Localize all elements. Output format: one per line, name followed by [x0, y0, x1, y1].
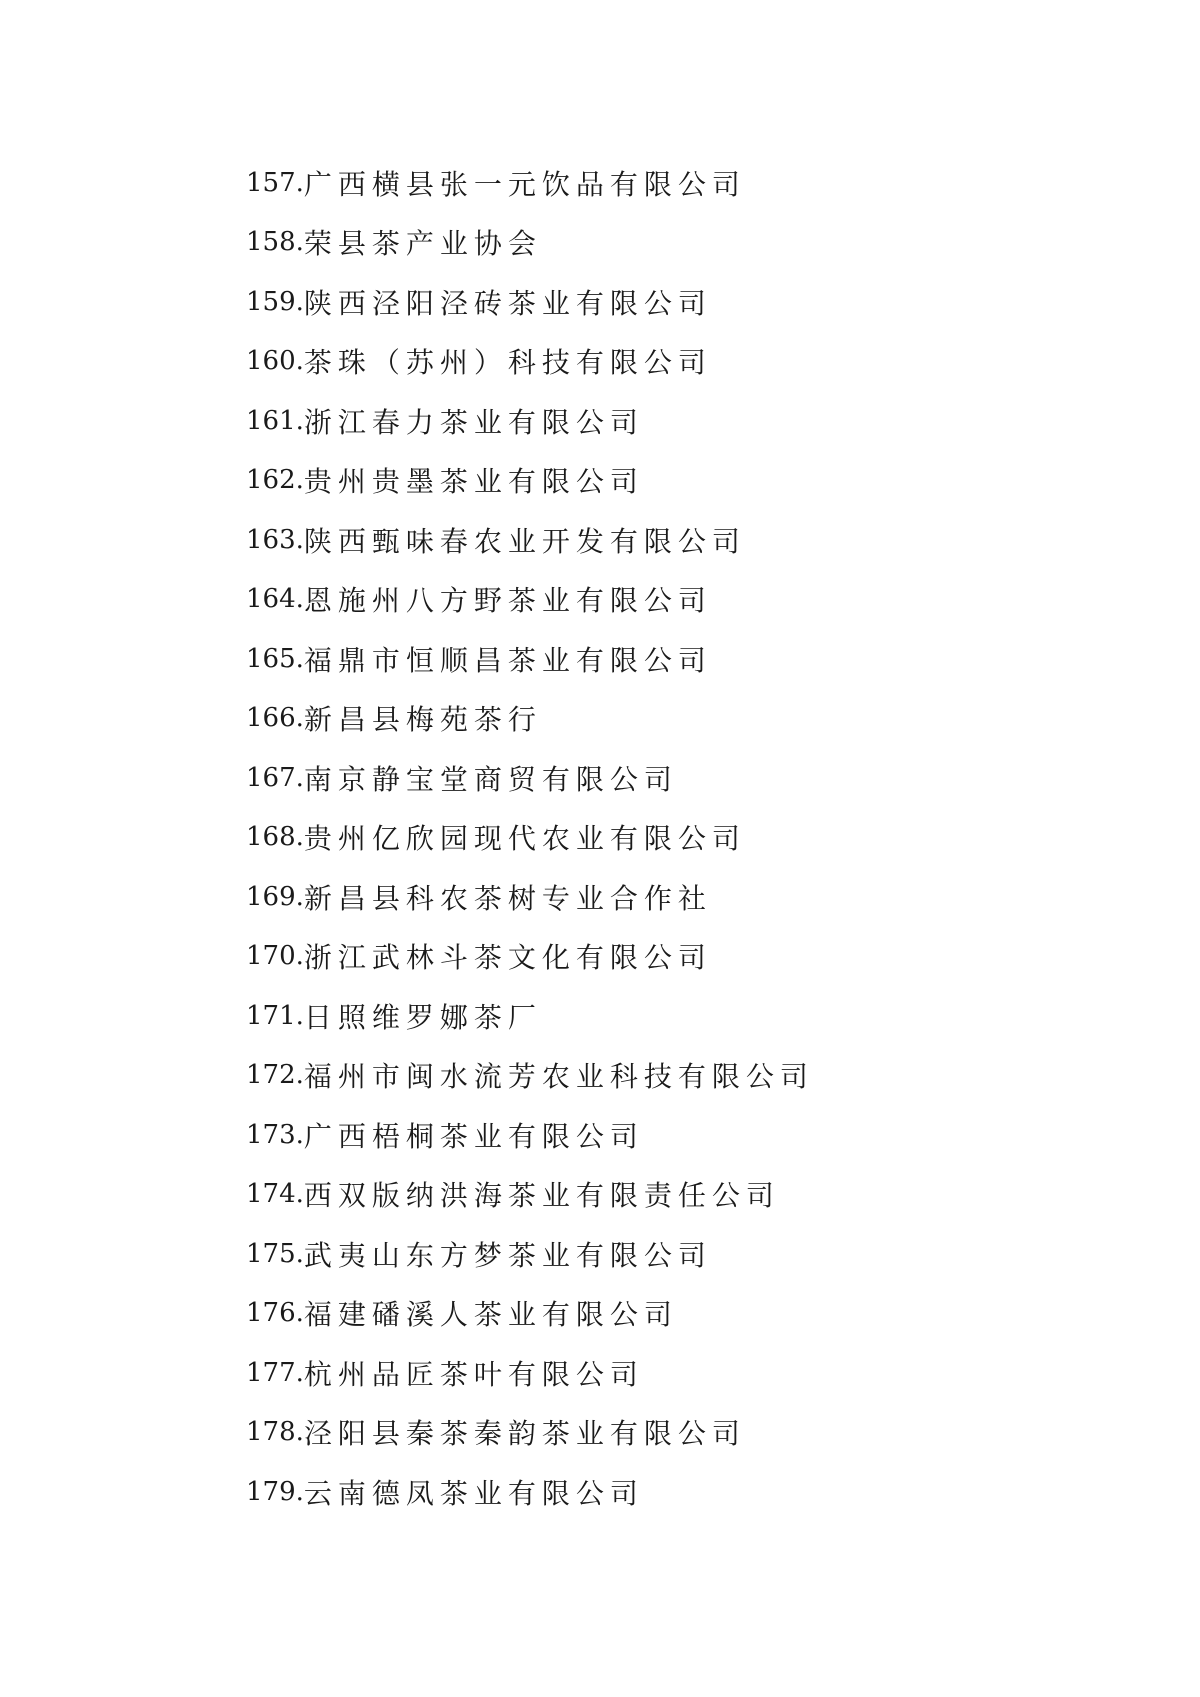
entry-name: 荣县茶产业协会: [303, 227, 542, 261]
list-item: [246, 1105, 814, 1165]
entry-name: 武夷山东方梦茶业有限公司: [303, 1238, 712, 1272]
list-item: [246, 332, 814, 392]
entry-number: 174.: [246, 1179, 304, 1210]
list-item: [246, 272, 814, 332]
entry-name: 贵州贵墨茶业有限公司: [303, 465, 644, 499]
entry-name: 陕西甄味春农业开发有限公司: [303, 524, 746, 558]
entry-name: 泾阳县秦茶秦韵茶业有限公司: [303, 1417, 746, 1451]
list-item: [246, 510, 814, 570]
entry-name: 福州市闽水流芳农业科技有限公司: [303, 1060, 814, 1094]
entry-number: 169.: [246, 881, 304, 912]
entry-name: 南京静宝堂商贸有限公司: [303, 762, 678, 796]
list-item: [246, 213, 814, 273]
entry-name: 广西横县张一元饮品有限公司: [303, 167, 746, 201]
entry-number: 175.: [246, 1238, 304, 1269]
entry-number: 162.: [246, 465, 304, 496]
list-item: [246, 629, 814, 689]
entry-number: 158.: [246, 227, 304, 258]
entry-number: 171.: [246, 1000, 304, 1031]
entry-number: 176.: [246, 1298, 304, 1329]
list-item: [246, 153, 814, 213]
entry-name: 西双版纳洪海茶业有限责任公司: [303, 1179, 780, 1213]
entry-number: 166.: [246, 703, 304, 734]
entry-name: 浙江武林斗茶文化有限公司: [303, 941, 712, 975]
entry-number: 168.: [246, 822, 304, 853]
list-item: [246, 689, 814, 749]
list-item: [246, 1046, 814, 1106]
list-item: [246, 1403, 814, 1463]
entry-number: 159.: [246, 286, 304, 317]
entry-number: 165.: [246, 643, 304, 674]
entry-name: 茶珠（苏州）科技有限公司: [303, 346, 712, 380]
entry-name: 陕西泾阳泾砖茶业有限公司: [303, 286, 712, 320]
entry-name: 日照维罗娜茶厂: [303, 1000, 542, 1034]
list-item: [246, 808, 814, 868]
list-item: [246, 570, 814, 630]
entry-name: 新昌县梅苑茶行: [303, 703, 542, 737]
entry-number: 164.: [246, 584, 304, 615]
entry-name: 云南德凤茶业有限公司: [303, 1476, 644, 1510]
entry-number: 178.: [246, 1417, 304, 1448]
list-item: [246, 748, 814, 808]
entry-number: 173.: [246, 1119, 304, 1150]
list-item: [246, 391, 814, 451]
entry-name: 贵州亿欣园现代农业有限公司: [303, 822, 746, 856]
entry-number: 177.: [246, 1357, 304, 1388]
list-item: [246, 1343, 814, 1403]
list-item: [246, 1224, 814, 1284]
list-item: [246, 1462, 814, 1522]
list-item: [246, 867, 814, 927]
entry-name: 新昌县科农茶树专业合作社: [303, 881, 712, 915]
entry-name: 福建磻溪人茶业有限公司: [303, 1298, 678, 1332]
entry-name: 广西梧桐茶业有限公司: [303, 1119, 644, 1153]
list-item: [246, 1284, 814, 1344]
entry-number: 179.: [246, 1476, 304, 1507]
list-item: [246, 927, 814, 987]
entry-name: 浙江春力茶业有限公司: [303, 405, 644, 439]
entry-number: 172.: [246, 1060, 304, 1091]
entry-number: 170.: [246, 941, 304, 972]
entry-name: 杭州品匠茶叶有限公司: [303, 1357, 644, 1391]
entry-name: 恩施州八方野茶业有限公司: [303, 584, 712, 618]
company-list: [246, 153, 814, 1522]
entry-number: 163.: [246, 524, 304, 555]
entry-number: 160.: [246, 346, 304, 377]
entry-number: 167.: [246, 762, 304, 793]
entry-name: 福鼎市恒顺昌茶业有限公司: [303, 643, 712, 677]
list-item: [246, 986, 814, 1046]
entry-number: 161.: [246, 405, 304, 436]
entry-number: 157.: [246, 167, 304, 198]
list-item: [246, 1165, 814, 1225]
list-item: [246, 451, 814, 511]
